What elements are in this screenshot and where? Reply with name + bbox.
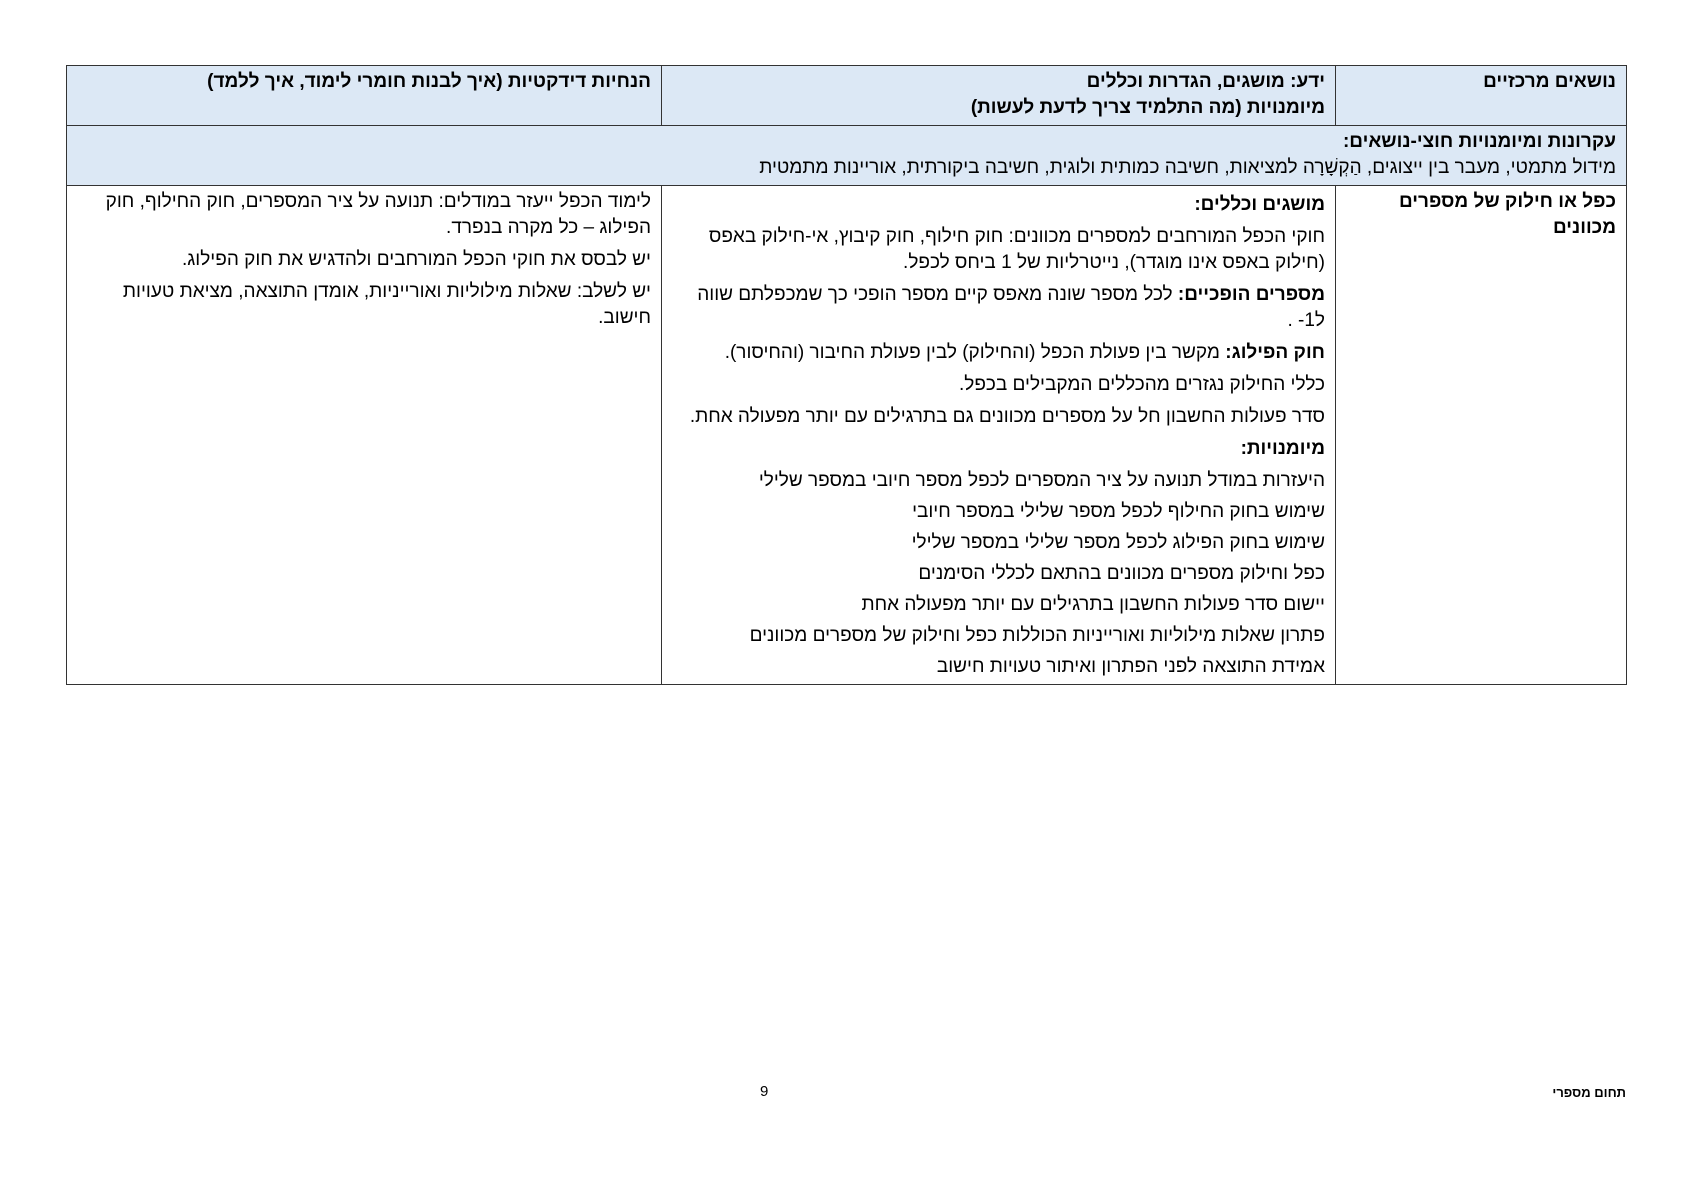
- concept-text: מקשר בין פעולת הכפל (והחילוק) לבין פעולת החיבור (והחיסור).: [724, 342, 1226, 363]
- concept-text: חוקי הכפל המורחבים למספרים מכוונים: חוק חילוף, חוק קיבוץ, אי-חילוק באפס (חילוק באפס אינו מוגדר), נייטרליות של 1 ביחס לכפל.: [708, 226, 1325, 273]
- cross-topic-row: [67, 126, 1627, 186]
- concept-bold: חוק הפילוג:: [1225, 342, 1325, 363]
- concept-item: [672, 224, 1325, 276]
- didactic-paragraph: יש לבסס את חוקי הכפל המורחבים ולהדגיש את חוק הפילוג.: [181, 249, 651, 270]
- concept-bold: מספרים הופכיים:: [1177, 284, 1325, 305]
- skill-item: יישום סדר פעולות החשבון בתרגילים עם יותר מפעולה אחת: [861, 594, 1325, 615]
- header-knowledge: [662, 66, 1336, 126]
- skill-item: פתרון שאלות מילוליות ואורייניות הכוללות כפל וחילוק של מספרים מכוונים: [749, 625, 1325, 646]
- cross-topic-title: עקרונות ומיומנויות חוצי-נושאים:: [1342, 131, 1616, 152]
- cross-topic-cell: [67, 126, 1627, 186]
- concept-text: כללי החילוק נגזרים מהכללים המקבילים בכפל.: [959, 374, 1325, 395]
- concept-text: סדר פעולות החשבון חל על מספרים מכוונים גם בתרגילים עם יותר מפעולה אחת.: [689, 406, 1325, 427]
- concept-item: [672, 340, 1325, 366]
- skills-title: מיומנויות:: [1240, 438, 1325, 459]
- topic-cell: כפל או חילוק של מספרים מכוונים: [1336, 186, 1627, 685]
- header-knowledge-line2: מיומנויות (מה התלמיד צריך לדעת לעשות): [970, 97, 1325, 118]
- didactic-cell: [67, 186, 662, 685]
- concept-item: [672, 404, 1325, 430]
- skill-item: שימוש בחוק הפילוג לכפל מספר שלילי במספר שלילי: [911, 532, 1325, 553]
- page-number: 9: [760, 1083, 769, 1100]
- didactic-paragraph: יש לשלב: שאלות מילוליות ואורייניות, אומדן התוצאה, מציאת טעויות חישוב.: [122, 281, 651, 328]
- didactic-paragraph: לימוד הכפל ייעזר במודלים: תנועה על ציר המספרים, חוק החילוף, חוק הפילוג – כל מקרה בנפרד.: [105, 191, 651, 238]
- table-header-row: [67, 66, 1627, 126]
- skill-item: שימוש בחוק החילוף לכפל מספר שלילי במספר חיובי: [912, 501, 1325, 522]
- concepts-title: מושגים וכללים:: [1194, 194, 1325, 215]
- curriculum-table: [66, 65, 1627, 685]
- knowledge-cell: [662, 186, 1336, 685]
- header-didactic: הנחיות דידקטיות (איך לבנות חומרי לימוד, איך ללמד): [67, 66, 662, 126]
- skill-item: כפל וחילוק מספרים מכוונים בהתאם לכללי הסימנים: [918, 563, 1325, 584]
- header-topics: נושאים מרכזיים: [1336, 66, 1627, 126]
- skill-item: אמידת התוצאה לפני הפתרון ואיתור טעויות חישוב: [936, 656, 1325, 677]
- cross-topic-text: מידול מתמטי, מעבר בין ייצוגים, הַקְשָׁרָה למציאות, חשיבה כמותית ולוגית, חשיבה ביקורתית, אוריינות מתמטית: [759, 157, 1616, 178]
- content-row: [67, 186, 1627, 685]
- concept-item: [672, 372, 1325, 398]
- header-knowledge-line1: ידע: מושגים, הגדרות וכללים: [1086, 71, 1325, 92]
- concept-text: לכל מספר שונה מאפס קיים מספר הופכי כך שמכפלתם שווה ל1- .: [697, 284, 1325, 331]
- skill-item: היעזרות במודל תנועה על ציר המספרים לכפל מספר חיובי במספר שלילי: [758, 470, 1325, 491]
- footer-domain-label: תחום מספרי: [1552, 1085, 1626, 1100]
- concept-item: [672, 282, 1325, 334]
